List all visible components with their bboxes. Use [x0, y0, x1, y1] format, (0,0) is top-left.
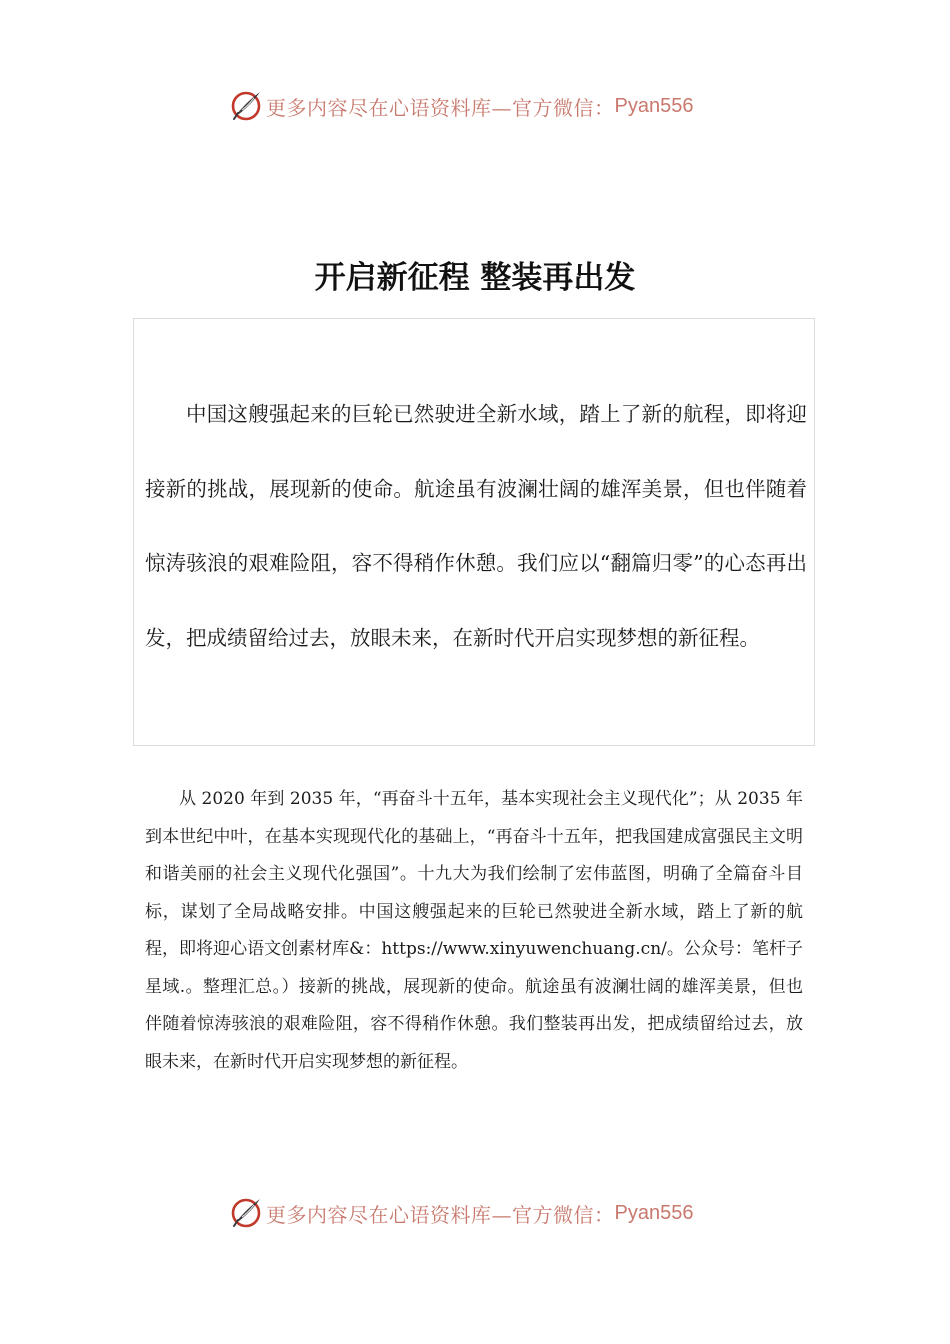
- quote-paragraph: 中国这艘强起来的巨轮已然驶进全新水域，踏上了新的航程，即将迎接新的挑战，展现新的使命。航途虽有波澜壮阔的雄浑美景，但也伴随着惊涛骇浪的艰难险阻，容不得稍作休憩。我们应以“翻篇归零”的心态再出发，把成绩留给过去，放眼未来，在新时代开启实现梦想的新征程。: [145, 402, 807, 650]
- page-title: 开启新征程 整装再出发: [314, 260, 636, 296]
- banner-text: 更多内容尽在心语资料库—官方微信：: [266, 95, 615, 120]
- quote-box: [133, 318, 815, 746]
- footer-banner: [228, 1193, 693, 1233]
- quill-logo-icon: [228, 1195, 264, 1231]
- banner-text: 更多内容尽在心语资料库—官方微信：: [266, 1202, 615, 1227]
- banner-wechat-id: Pyan556: [614, 94, 694, 117]
- banner-wechat-id: Pyan556: [614, 1201, 694, 1224]
- quill-logo-icon: [228, 88, 264, 124]
- header-banner: [228, 86, 693, 126]
- body-paragraph: 从 2020 年到 2035 年，“再奋斗十五年，基本实现社会主义现代化”；从 2035 年到本世纪中叶，在基本实现现代化的基础上，“再奋斗十五年，把我国建成富强民主文明和谐美丽的社会主义现代化强国”。十九大为我们绘制了宏伟蓝图，明确了全篇奋斗目标，谋划了全局战略安排。中国这艘强起来的巨轮已然驶进全新水域，踏上了新的航程，即将迎心语文创素材库&：https://www.xinyuwenchuang.cn/。公众号：笔杆子星域.。整理汇总。）接新的挑战，展现新的使命。航途虽有波澜壮阔的雄浑美景，但也伴随着惊涛骇浪的艰难险阻，容不得稍作休憩。我们整装再出发，把成绩留给过去，放眼未来，在新时代开启实现梦想的新征程。: [145, 789, 803, 1072]
